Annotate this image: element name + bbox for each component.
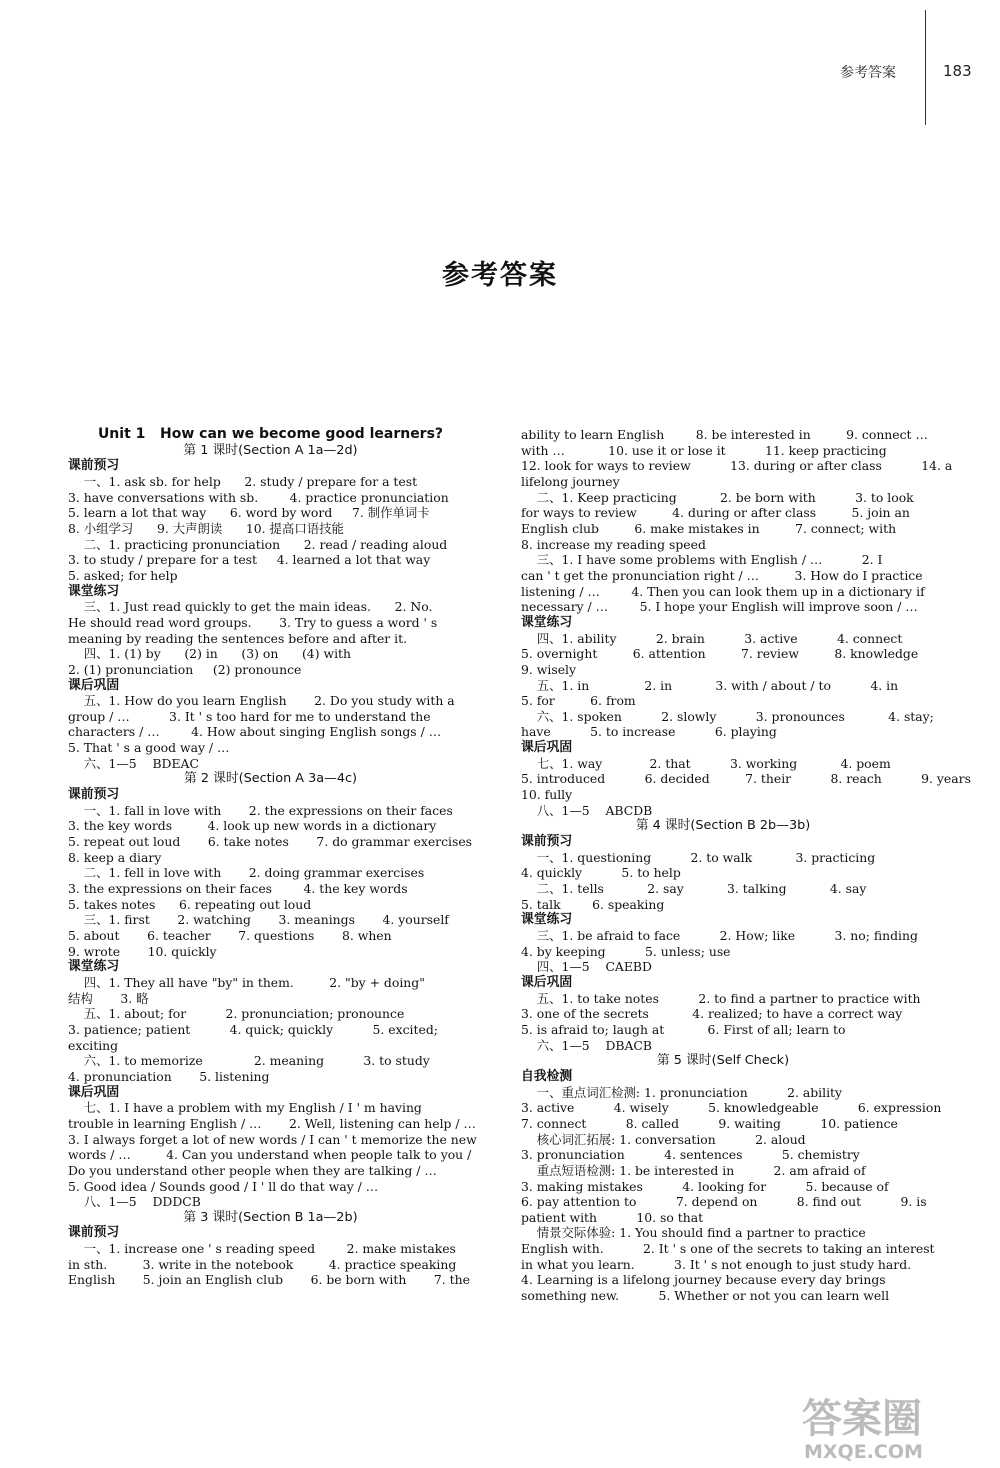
answer-line: 8. keep a diary: [68, 849, 162, 865]
answer-line: 8. increase my reading speed: [521, 536, 706, 552]
answer-line: 4. pronunciation 5. listening: [68, 1068, 270, 1084]
section-heading: 自我检测: [521, 1068, 573, 1084]
answer-line: 4. by keeping 5. unless; use: [521, 943, 731, 959]
lesson-heading: 第 4 课时(Section B 2b—3b): [635, 818, 811, 834]
answer-line: can ' t get the pronunciation right / … 3. How do I practice: [521, 567, 923, 583]
answer-line: 情景交际体验: 1. You should find a partner to practice: [521, 1225, 866, 1241]
answer-line: 3. have conversations with sb. 4. practice pronunciation: [68, 489, 449, 505]
answer-line: 二、1. practicing pronunciation 2. read / reading aloud: [68, 536, 448, 552]
answer-line: 5. That ' s a good way / …: [68, 740, 230, 756]
lesson-heading: 第 2 课时(Section A 3a—4c): [183, 771, 358, 787]
answer-line: 5. is afraid to; laugh at 6. First of all; learn to: [521, 1021, 846, 1037]
answer-line: listening / … 4. Then you can look them up in a dictionary if: [521, 583, 925, 599]
answer-line: 8. 小组学习 9. 大声朗读 10. 提高口语技能: [68, 520, 344, 536]
section-heading: 课前预习: [68, 787, 120, 803]
answer-line: 5. learn a lot that way 6. word by word 7. 制作单词卡: [68, 505, 430, 521]
answer-line: 五、1. How do you learn English 2. Do you study with a: [68, 693, 455, 709]
answer-line: 四、1—5 CAEBD: [521, 959, 652, 975]
answer-line: 3. pronunciation 4. sentences 5. chemistry: [521, 1147, 860, 1163]
answer-line: 八、1—5 ABCDB: [521, 802, 653, 818]
lesson-heading: 第 3 课时(Section B 1a—2b): [183, 1209, 358, 1225]
section-heading: 课前预习: [521, 834, 573, 850]
section-heading: 课堂练习: [68, 959, 120, 975]
section-heading: 课后巩固: [68, 1084, 120, 1100]
page-number: 183: [943, 62, 972, 80]
answer-line: 六、1—5 BDEAC: [68, 755, 199, 771]
answer-line: 10. fully: [521, 787, 573, 803]
answer-line: necessary / … 5. I hope your English will improve soon / …: [521, 599, 918, 615]
answer-line: something new. 5. Whether or not you can learn well: [521, 1288, 890, 1304]
section-heading: 课后巩固: [521, 740, 573, 756]
answer-line: 3. one of the secrets 4. realized; to have a correct way: [521, 1006, 903, 1022]
watermark-logo: [790, 1388, 995, 1463]
answer-line: 四、1. ability 2. brain 3. active 4. connect: [521, 630, 903, 646]
section-heading: 课堂练习: [521, 912, 573, 928]
section-heading: 课堂练习: [68, 583, 120, 599]
answer-line: have 5. to increase 6. playing: [521, 724, 777, 740]
unit-heading: Unit 1 How can we become good learners?: [97, 426, 444, 442]
answer-line: 四、1. They all have "by" in them. 2. "by + doing": [68, 974, 425, 990]
answer-line: 4. Learning is a lifelong journey because every day brings: [521, 1272, 886, 1288]
answer-line: 4. quickly 5. to help: [521, 865, 681, 881]
answer-line: 五、1. about; for 2. pronunciation; pronounce: [68, 1006, 405, 1022]
answer-line: 一、1. increase one ' s reading speed 2. make mistakes: [68, 1241, 456, 1257]
answer-line: English club 6. make mistakes in 7. connect; with: [521, 520, 897, 536]
answer-line: 5. asked; for help: [68, 567, 178, 583]
answer-line: 一、1. ask sb. for help 2. study / prepare for a test: [68, 473, 418, 489]
answer-line: in sth. 3. write in the notebook 4. practice speaking: [68, 1256, 457, 1272]
header-divider: [925, 10, 926, 125]
answer-line: 3. the expressions on their faces 4. the key words: [68, 881, 408, 897]
answer-line: 六、1—5 DBACB: [521, 1037, 653, 1053]
answer-line: 五、1. to take notes 2. to find a partner to practice with: [521, 990, 921, 1006]
answer-line: 5. takes notes 6. repeating out loud: [68, 896, 312, 912]
answer-line: 二、1. fell in love with 2. doing grammar exercises: [68, 865, 425, 881]
answer-line: characters / … 4. How about singing English songs / …: [68, 724, 442, 740]
answer-line: lifelong journey: [521, 473, 620, 489]
answer-line: in what you learn. 3. It ' s not enough to just study hard.: [521, 1256, 912, 1272]
answer-line: 三、1. first 2. watching 3. meanings 4. yourself: [68, 912, 449, 928]
answer-line: 七、1. I have a problem with my English / I ' m having: [68, 1100, 422, 1116]
answer-line: 八、1—5 DDDCB: [68, 1194, 201, 1210]
answer-line: words / … 4. Can you understand when people talk to you /: [68, 1147, 472, 1163]
answer-line: 四、1. (1) by (2) in (3) on (4) with: [68, 646, 351, 662]
answer-line: 5. introduced 6. decided 7. their 8. reach 9. years: [521, 771, 971, 787]
answer-line: 六、1. to memorize 2. meaning 3. to study: [68, 1053, 430, 1069]
lesson-heading: 第 1 课时(Section A 1a—2d): [183, 442, 358, 458]
section-heading: 课后巩固: [68, 677, 120, 693]
answer-line: trouble in learning English / … 2. Well, listening can help / …: [68, 1115, 476, 1131]
answer-line: 三、1. I have some problems with English / … 2. I: [521, 552, 883, 568]
answer-line: 2. (1) pronunciation (2) pronounce: [68, 661, 302, 677]
answer-line: 一、1. fall in love with 2. the expressions on their faces: [68, 802, 453, 818]
answer-line: 七、1. way 2. that 3. working 4. poem: [521, 755, 891, 771]
answer-line: 5. overnight 6. attention 7. review 8. knowledge: [521, 646, 919, 662]
section-heading: 课后巩固: [521, 974, 573, 990]
answer-line: 三、1. be afraid to face 2. How; like 3. no; finding: [521, 928, 918, 943]
answer-line: 3. I always forget a lot of new words / I can ' t memorize the new: [68, 1131, 477, 1147]
watermark-url: MXQE.COM: [804, 1441, 923, 1463]
answer-line: ability to learn English 8. be interested in 9. connect …: [521, 427, 928, 442]
page-title: 参考答案: [442, 260, 558, 291]
answer-line: 二、1. tells 2. say 3. talking 4. say: [521, 881, 867, 897]
answer-line: 5. repeat out loud 6. take notes 7. do grammar exercises: [68, 834, 473, 850]
answer-line: group / … 3. It ' s too hard for me to understand the: [68, 708, 431, 724]
answer-line: 9. wrote 10. quickly: [68, 943, 217, 959]
answer-line: 3. to study / prepare for a test 4. learned a lot that way: [68, 552, 431, 568]
answer-line: 五、1. in 2. in 3. with / about / to 4. in: [521, 677, 899, 693]
answer-line: 一、重点词汇检测: 1. pronunciation 2. ability: [521, 1084, 843, 1100]
answer-line: 结构 3. 略: [68, 990, 149, 1006]
answer-line: meaning by reading the sentences before and after it.: [68, 630, 408, 646]
answer-line: exciting: [68, 1037, 119, 1053]
section-heading: 课前预习: [68, 1225, 120, 1241]
answer-line: 重点短语检测: 1. be interested in 2. am afraid of: [521, 1162, 866, 1178]
watermark-text: 答案圈: [802, 1396, 922, 1442]
answer-line: 5. talk 6. speaking: [521, 896, 665, 912]
answer-line: with … 10. use it or lose it 11. keep practicing: [521, 442, 887, 458]
answer-line: He should read word groups. 3. Try to guess a word ' s: [68, 614, 438, 630]
left-column: [68, 426, 477, 1288]
answer-line: patient with 10. so that: [521, 1209, 704, 1225]
answer-line: English 5. join an English club 6. be born with 7. the: [68, 1272, 470, 1288]
answer-line: English with. 2. It ' s one of the secrets to taking an interest: [521, 1241, 935, 1257]
lesson-heading: 第 5 课时(Self Check): [656, 1053, 790, 1069]
right-column: [521, 427, 971, 1304]
answer-line: Do you understand other people when they are talking / …: [68, 1162, 437, 1178]
answer-line: 一、1. questioning 2. to walk 3. practicing: [521, 849, 876, 865]
answer-line: 六、1. spoken 2. slowly 3. pronounces 4. stay;: [521, 708, 934, 724]
answer-line: 5. about 6. teacher 7. questions 8. when: [68, 928, 392, 943]
answer-line: 3. patience; patient 4. quick; quickly 5. excited;: [68, 1021, 438, 1037]
answer-line: 6. pay attention to 7. depend on 8. find out 9. is: [521, 1194, 927, 1210]
answer-line: 二、1. Keep practicing 2. be born with 3. to look: [521, 489, 914, 505]
answer-line: 三、1. Just read quickly to get the main ideas. 2. No.: [68, 599, 433, 615]
answer-line: 9. wisely: [521, 661, 576, 677]
answer-line: 3. active 4. wisely 5. knowledgeable 6. expression: [521, 1100, 942, 1116]
section-heading: 课前预习: [68, 458, 120, 474]
answer-line: for ways to review 4. during or after class 5. join an: [521, 505, 910, 521]
answer-line: 核心词汇拓展: 1. conversation 2. aloud: [521, 1131, 806, 1147]
answer-line: 3. making mistakes 4. looking for 5. because of: [521, 1178, 889, 1194]
answer-line: 7. connect 8. called 9. waiting 10. patience: [521, 1115, 898, 1131]
section-heading: 课堂练习: [521, 614, 573, 630]
answer-line: 12. look for ways to review 13. during or after class 14. a: [521, 458, 953, 474]
answer-line: 5. for 6. from: [521, 693, 636, 709]
answer-line: 3. the key words 4. look up new words in a dictionary: [68, 818, 437, 834]
header-section-label: 参考答案: [840, 65, 896, 81]
answer-line: 5. Good idea / Sounds good / I ' ll do that way / …: [68, 1178, 379, 1194]
